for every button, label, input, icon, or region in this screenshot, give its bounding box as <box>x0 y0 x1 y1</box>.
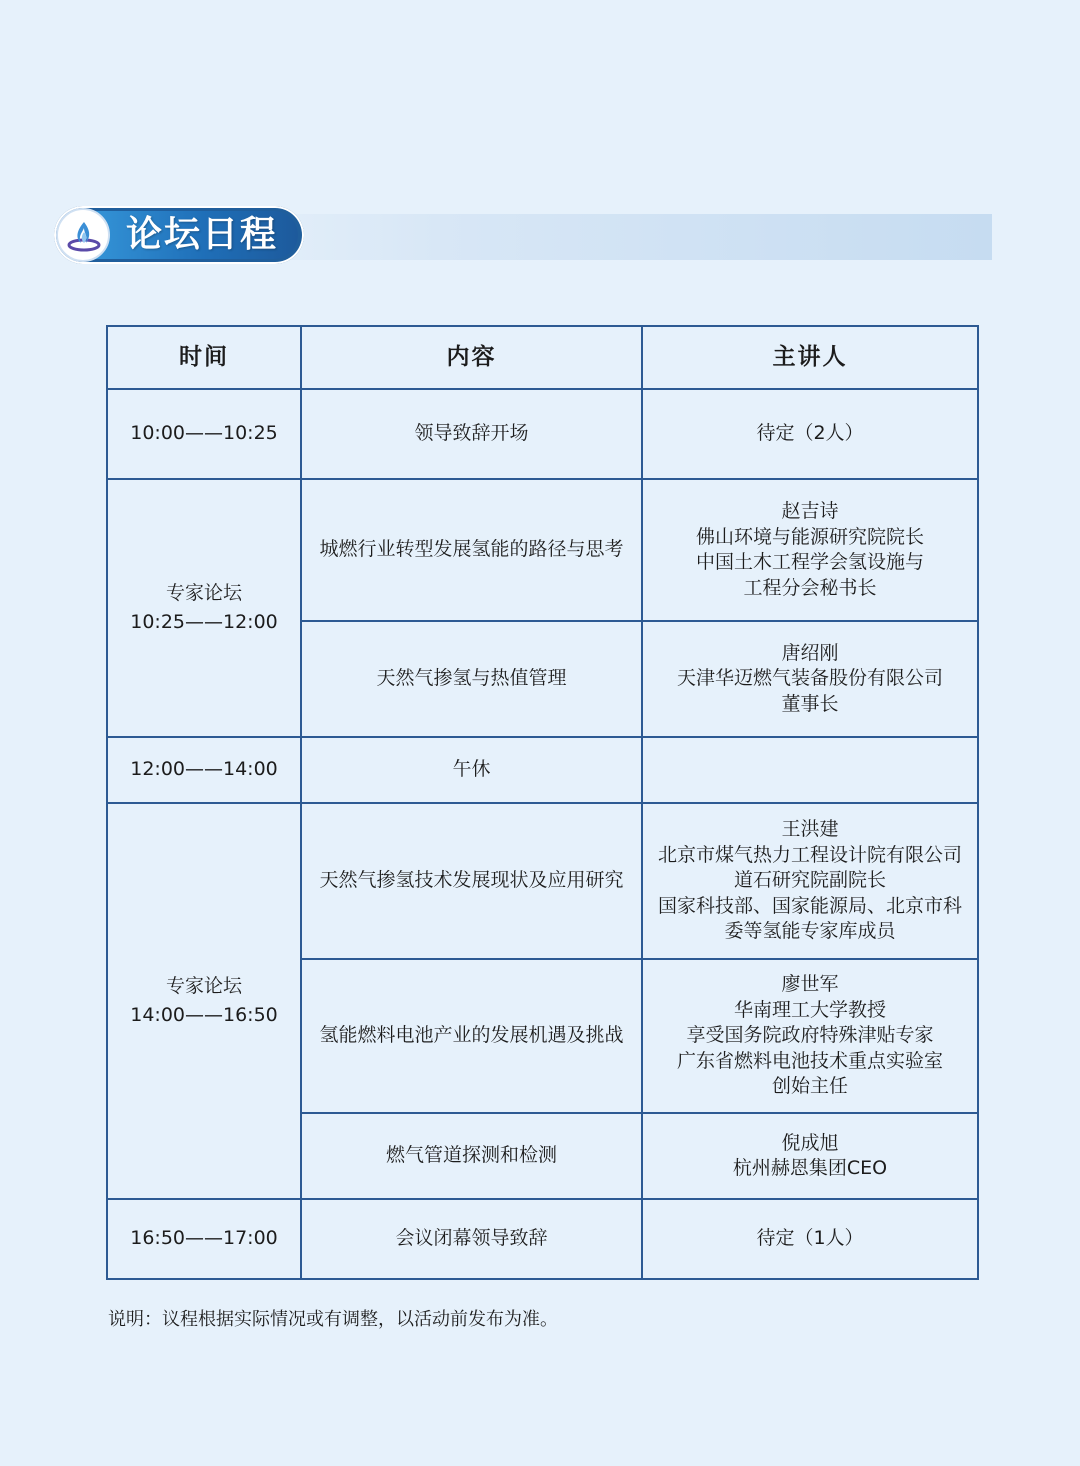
speaker-line: 工程分会秘书长 <box>743 576 877 599</box>
speaker-line: 广东省燃料电池技术重点实验室 <box>676 1049 943 1072</box>
speaker-name: 赵吉诗 <box>781 500 839 522</box>
speaker-line: 佛山环境与能源研究院院长 <box>695 525 924 548</box>
speaker-line: 国家科技部、国家能源局、北京市科 <box>657 894 962 917</box>
content-cell: 燃气管道探测和检测 <box>301 1113 642 1199</box>
speaker-line: 中国土木工程学会氢设施与 <box>695 551 924 573</box>
content-cell: 午休 <box>301 737 642 803</box>
time-range: 10:25——12:00 <box>130 611 278 633</box>
schedule-table <box>106 325 979 1280</box>
content-cell: 天然气掺氢与热值管理 <box>301 621 642 737</box>
time-range: 10:00——10:25 <box>130 422 278 445</box>
flame-logo-icon <box>56 208 110 262</box>
time-range: 12:00——14:00 <box>130 758 278 781</box>
speaker-cell <box>642 621 978 737</box>
content-cell: 氢能燃料电池产业的发展机遇及挑战 <box>301 959 642 1113</box>
table-row <box>107 737 978 803</box>
time-range: 16:50——17:00 <box>130 1227 278 1250</box>
speaker-cell <box>642 1113 978 1199</box>
column-header-speaker: 主讲人 <box>642 326 978 389</box>
speaker-line: 创始主任 <box>771 1075 848 1098</box>
table-header-row <box>107 326 978 389</box>
speaker-cell <box>642 803 978 959</box>
session-label: 专家论坛 <box>165 581 242 604</box>
time-cell <box>107 803 301 1199</box>
speaker-cell <box>642 479 978 621</box>
speaker-line: 待定（2人） <box>756 422 864 445</box>
column-header-time: 时间 <box>107 326 301 389</box>
time-cell <box>107 1199 301 1279</box>
time-range: 14:00——16:50 <box>130 1004 278 1026</box>
time-cell <box>107 389 301 479</box>
speaker-line: 华南理工大学教授 <box>733 998 886 1021</box>
table-row <box>107 389 978 479</box>
content-cell: 城燃行业转型发展氢能的路径与思考 <box>301 479 642 621</box>
time-cell <box>107 737 301 803</box>
speaker-line: 董事长 <box>781 692 839 715</box>
content-cell: 会议闭幕领导致辞 <box>301 1199 642 1279</box>
table-row <box>107 1199 978 1279</box>
speaker-cell <box>642 1199 978 1279</box>
content-cell: 天然气掺氢技术发展现状及应用研究 <box>301 803 642 959</box>
table-row <box>107 479 978 621</box>
time-cell <box>107 479 301 737</box>
speaker-line: 天津华迈燃气装备股份有限公司 <box>676 667 943 690</box>
speaker-line: 北京市煤气热力工程设计院有限公司 <box>657 843 962 866</box>
table-row <box>107 803 978 959</box>
speaker-line: 待定（1人） <box>756 1227 864 1250</box>
session-label: 专家论坛 <box>165 974 242 997</box>
footnote: 说明：议程根据实际情况或有调整，以活动前发布为准。 <box>108 1309 558 1330</box>
speaker-name: 倪成旭 <box>781 1131 839 1154</box>
section-title: 论坛日程 <box>126 214 279 255</box>
speaker-cell <box>642 959 978 1113</box>
speaker-line: 享受国务院政府特殊津贴专家 <box>686 1024 934 1047</box>
speaker-name: 唐绍刚 <box>781 641 839 664</box>
speaker-line: 道石研究院副院长 <box>733 869 886 892</box>
content-cell: 领导致辞开场 <box>301 389 642 479</box>
header-band <box>200 214 992 260</box>
speaker-cell-empty <box>642 737 978 803</box>
speaker-cell <box>642 389 978 479</box>
speaker-line: 杭州赫恩集团CEO <box>732 1157 888 1179</box>
speaker-name: 王洪建 <box>781 818 839 841</box>
speaker-name: 廖世军 <box>781 973 839 996</box>
column-header-content: 内容 <box>301 326 642 389</box>
speaker-line: 委等氢能专家库成员 <box>724 920 896 943</box>
